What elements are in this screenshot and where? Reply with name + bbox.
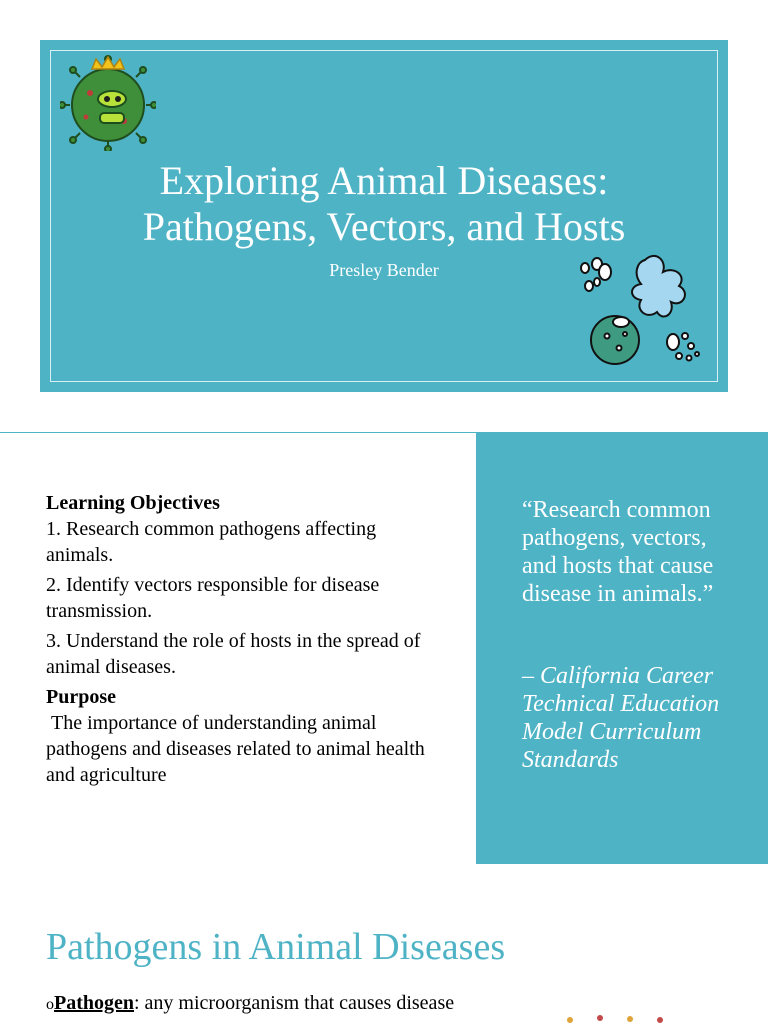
objective-item: 2. Identify vectors responsible for disease transmission. (46, 574, 380, 622)
objectives-heading: Learning Objectives (46, 492, 220, 514)
title-slide (40, 40, 728, 392)
bullet-marker: o (46, 996, 54, 1013)
purpose-text: The importance of understanding animal pathogens and diseases related to animal health and agriculture (46, 712, 430, 786)
quote-panel (476, 432, 768, 864)
objectives-block (46, 490, 446, 792)
slide-title (40, 158, 728, 250)
crowned-virus-icon (60, 55, 156, 151)
pathogens-title: Pathogens in Animal Diseases (46, 926, 506, 968)
objective-item: 3. Understand the role of hosts in the spread of animal diseases. (46, 630, 421, 678)
pathogen-term: Pathogen (54, 992, 134, 1014)
pathogen-definition (46, 992, 454, 1015)
title-line-2: Pathogens, Vectors, and Hosts (142, 204, 626, 249)
author-name: Presley Bender (329, 260, 439, 280)
purpose-heading: Purpose (46, 686, 116, 708)
pathogen-definition-text: : any microorganism that causes disease (134, 992, 455, 1014)
objective-item: 1. Research common pathogens affecting animals. (46, 518, 377, 566)
title-line-1: Exploring Animal Diseases: (159, 158, 609, 203)
germ-dots-icon (560, 1010, 680, 1024)
quote-text: “Research common pathogens, vectors, and hosts that cause disease in animals.” (522, 497, 714, 607)
quote-source: – California Career Technical Education Model Curriculum Standards (522, 663, 720, 773)
germ-cluster-icon (575, 250, 705, 380)
